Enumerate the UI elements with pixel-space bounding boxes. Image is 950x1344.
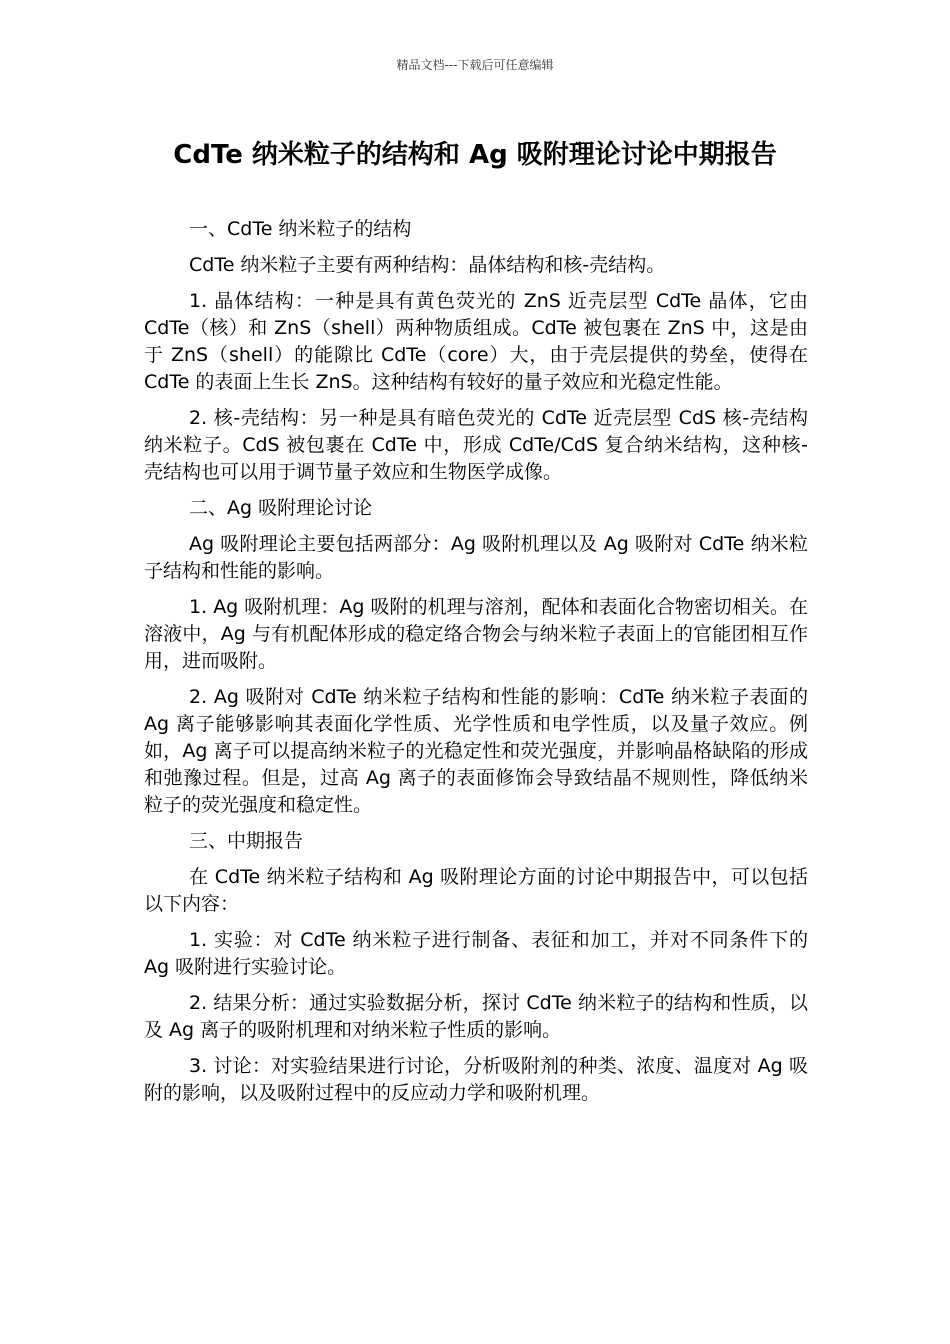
section-heading-2: 二、Ag 吸附理论讨论 [189,497,373,519]
section-heading-3: 三、中期报告 [189,830,304,852]
paragraph-ag-effects: 2. Ag 吸附对 CdTe 纳米粒子结构和性能的影响：CdTe 纳米粒子表面的 Ag 离子能够影响其表面化学性质、光学性质和电学性质，以及量子效应。例如，Ag 离子可以提高纳米粒子的光稳定性和荧光强度，并影响晶格缺陷的形成和弛豫过程。但是，过高 Ag 离子的表面修饰会导致结晶不规则性，降低纳米粒子的荧光强度和稳定性。 [144,686,808,816]
paragraph-results-analysis: 2. 结果分析：通过实验数据分析，探讨 CdTe 纳米粒子的结构和性质，以及 Ag 离子的吸附机理和对纳米粒子性质的影响。 [144,992,808,1041]
paragraph-crystal-structure: 1. 晶体结构：一种是具有黄色荧光的 ZnS 近壳层型 CdTe 晶体，它由 CdTe（核）和 ZnS（shell）两种物质组成。CdTe 被包裹在 ZnS 中，这是由于 ZnS（shell）的能隙比 CdTe（core）大，由于壳层提供的势垒，使得在 CdTe 的表面上生长 ZnS。这种结构有较好的量子效应和光稳定性能。 [144,290,808,393]
paragraph-intro-3: 在 CdTe 纳米粒子结构和 Ag 吸附理论方面的讨论中期报告中，可以包括以下内容： [144,866,808,915]
paragraph-experiment: 1. 实验：对 CdTe 纳米粒子进行制备、表征和加工，并对不同条件下的 Ag 吸附进行实验讨论。 [144,929,808,978]
paragraph-ag-mechanism: 1. Ag 吸附机理：Ag 吸附的机理与溶剂，配体和表面化合物密切相关。在溶液中，Ag 与有机配体形成的稳定络合物会与纳米粒子表面上的官能团相互作用，进而吸附。 [144,596,808,672]
header-note: 精品文档---下载后可任意编辑 [396,58,554,72]
document-body [144,216,808,1116]
paragraph-discussion: 3. 讨论：对实验结果进行讨论，分析吸附剂的种类、浓度、温度对 Ag 吸附的影响，以及吸附过程中的反应动力学和吸附机理。 [144,1055,808,1104]
paragraph-intro-2: Ag 吸附理论主要包括两部分：Ag 吸附机理以及 Ag 吸附对 CdTe 纳米粒子结构和性能的影响。 [144,533,808,582]
section-heading-1: 一、CdTe 纳米粒子的结构 [189,218,412,240]
document-title: CdTe 纳米粒子的结构和 Ag 吸附理论讨论中期报告 [173,140,777,170]
paragraph-core-shell-structure: 2. 核-壳结构：另一种是具有暗色荧光的 CdTe 近壳层型 CdS 核-壳结构纳米粒子。CdS 被包裹在 CdTe 中，形成 CdTe/CdS 复合纳米结构，这种核-壳结构也可以用于调节量子效应和生物医学成像。 [144,407,808,483]
paragraph-intro-1: CdTe 纳米粒子主要有两种结构：晶体结构和核-壳结构。 [189,254,666,276]
